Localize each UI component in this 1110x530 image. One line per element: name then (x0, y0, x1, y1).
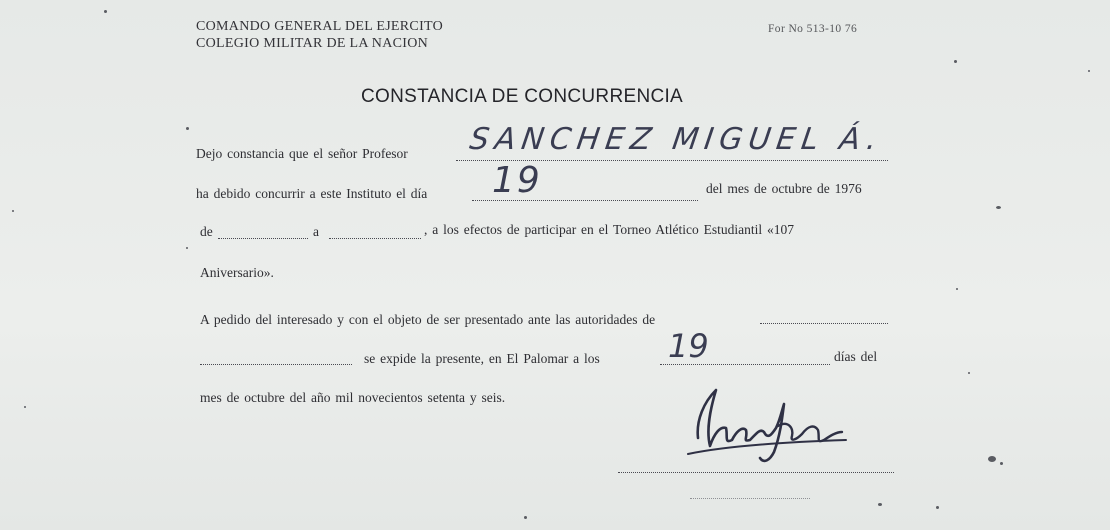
header-line-1: COMANDO GENERAL DEL EJERCITO (196, 19, 444, 34)
speck (1088, 70, 1090, 72)
to-dotted-line (329, 238, 421, 239)
p1-line1-text: Dejo constancia que el señor Profesor (196, 146, 408, 161)
p2-line2-text: se expide la presente, en El Palomar a los (364, 351, 600, 366)
speck (954, 60, 957, 63)
speck (524, 516, 527, 519)
speck (878, 503, 882, 506)
speck (186, 127, 189, 130)
speck (1000, 462, 1003, 465)
speck (186, 247, 188, 249)
signature-caption-faded (690, 498, 810, 499)
form-number: For No 513-10 76 (768, 23, 858, 35)
p2-line2-suffix: días del (834, 349, 878, 364)
signature-dotted-line (618, 472, 894, 473)
from-dotted-line (218, 238, 308, 239)
handwritten-issue-day: 19 (668, 327, 709, 365)
p1-line2-prefix: ha debido concurrir a este Instituto el día (196, 186, 428, 201)
speck (12, 210, 14, 212)
p1-line2-suffix: del mes de octubre de 1976 (706, 181, 862, 196)
p1-line3-a: a (313, 224, 319, 239)
p1-line3-suffix: , a los efectos de participar en el Torneo Atlético Estudiantil «107 (424, 222, 794, 237)
speck (24, 406, 26, 408)
document-title: CONSTANCIA DE CONCURRENCIA (361, 86, 684, 107)
speck (956, 288, 958, 290)
p2-line3-text: mes de octubre del año mil novecientos setenta y seis. (200, 390, 506, 405)
speck (996, 206, 1001, 209)
p1-line3-de: de (200, 224, 213, 239)
header-line-2: COLEGIO MILITAR DE LA NACION (196, 36, 429, 51)
speck (968, 372, 970, 374)
authorities-dotted-line-2 (200, 364, 352, 365)
handwritten-day: 19 (492, 160, 542, 201)
speck (936, 506, 939, 509)
speck (988, 456, 996, 462)
handwritten-signature-icon (676, 380, 856, 470)
authorities-dotted-line (760, 323, 888, 324)
p2-line1-text: A pedido del interesado y con el objeto de ser presentado ante las autoridades de (200, 312, 656, 327)
speck (104, 10, 107, 13)
handwritten-name: SANCHEZ MIGUEL Á. (467, 122, 885, 157)
p1-line4: Aniversario». (200, 265, 274, 280)
